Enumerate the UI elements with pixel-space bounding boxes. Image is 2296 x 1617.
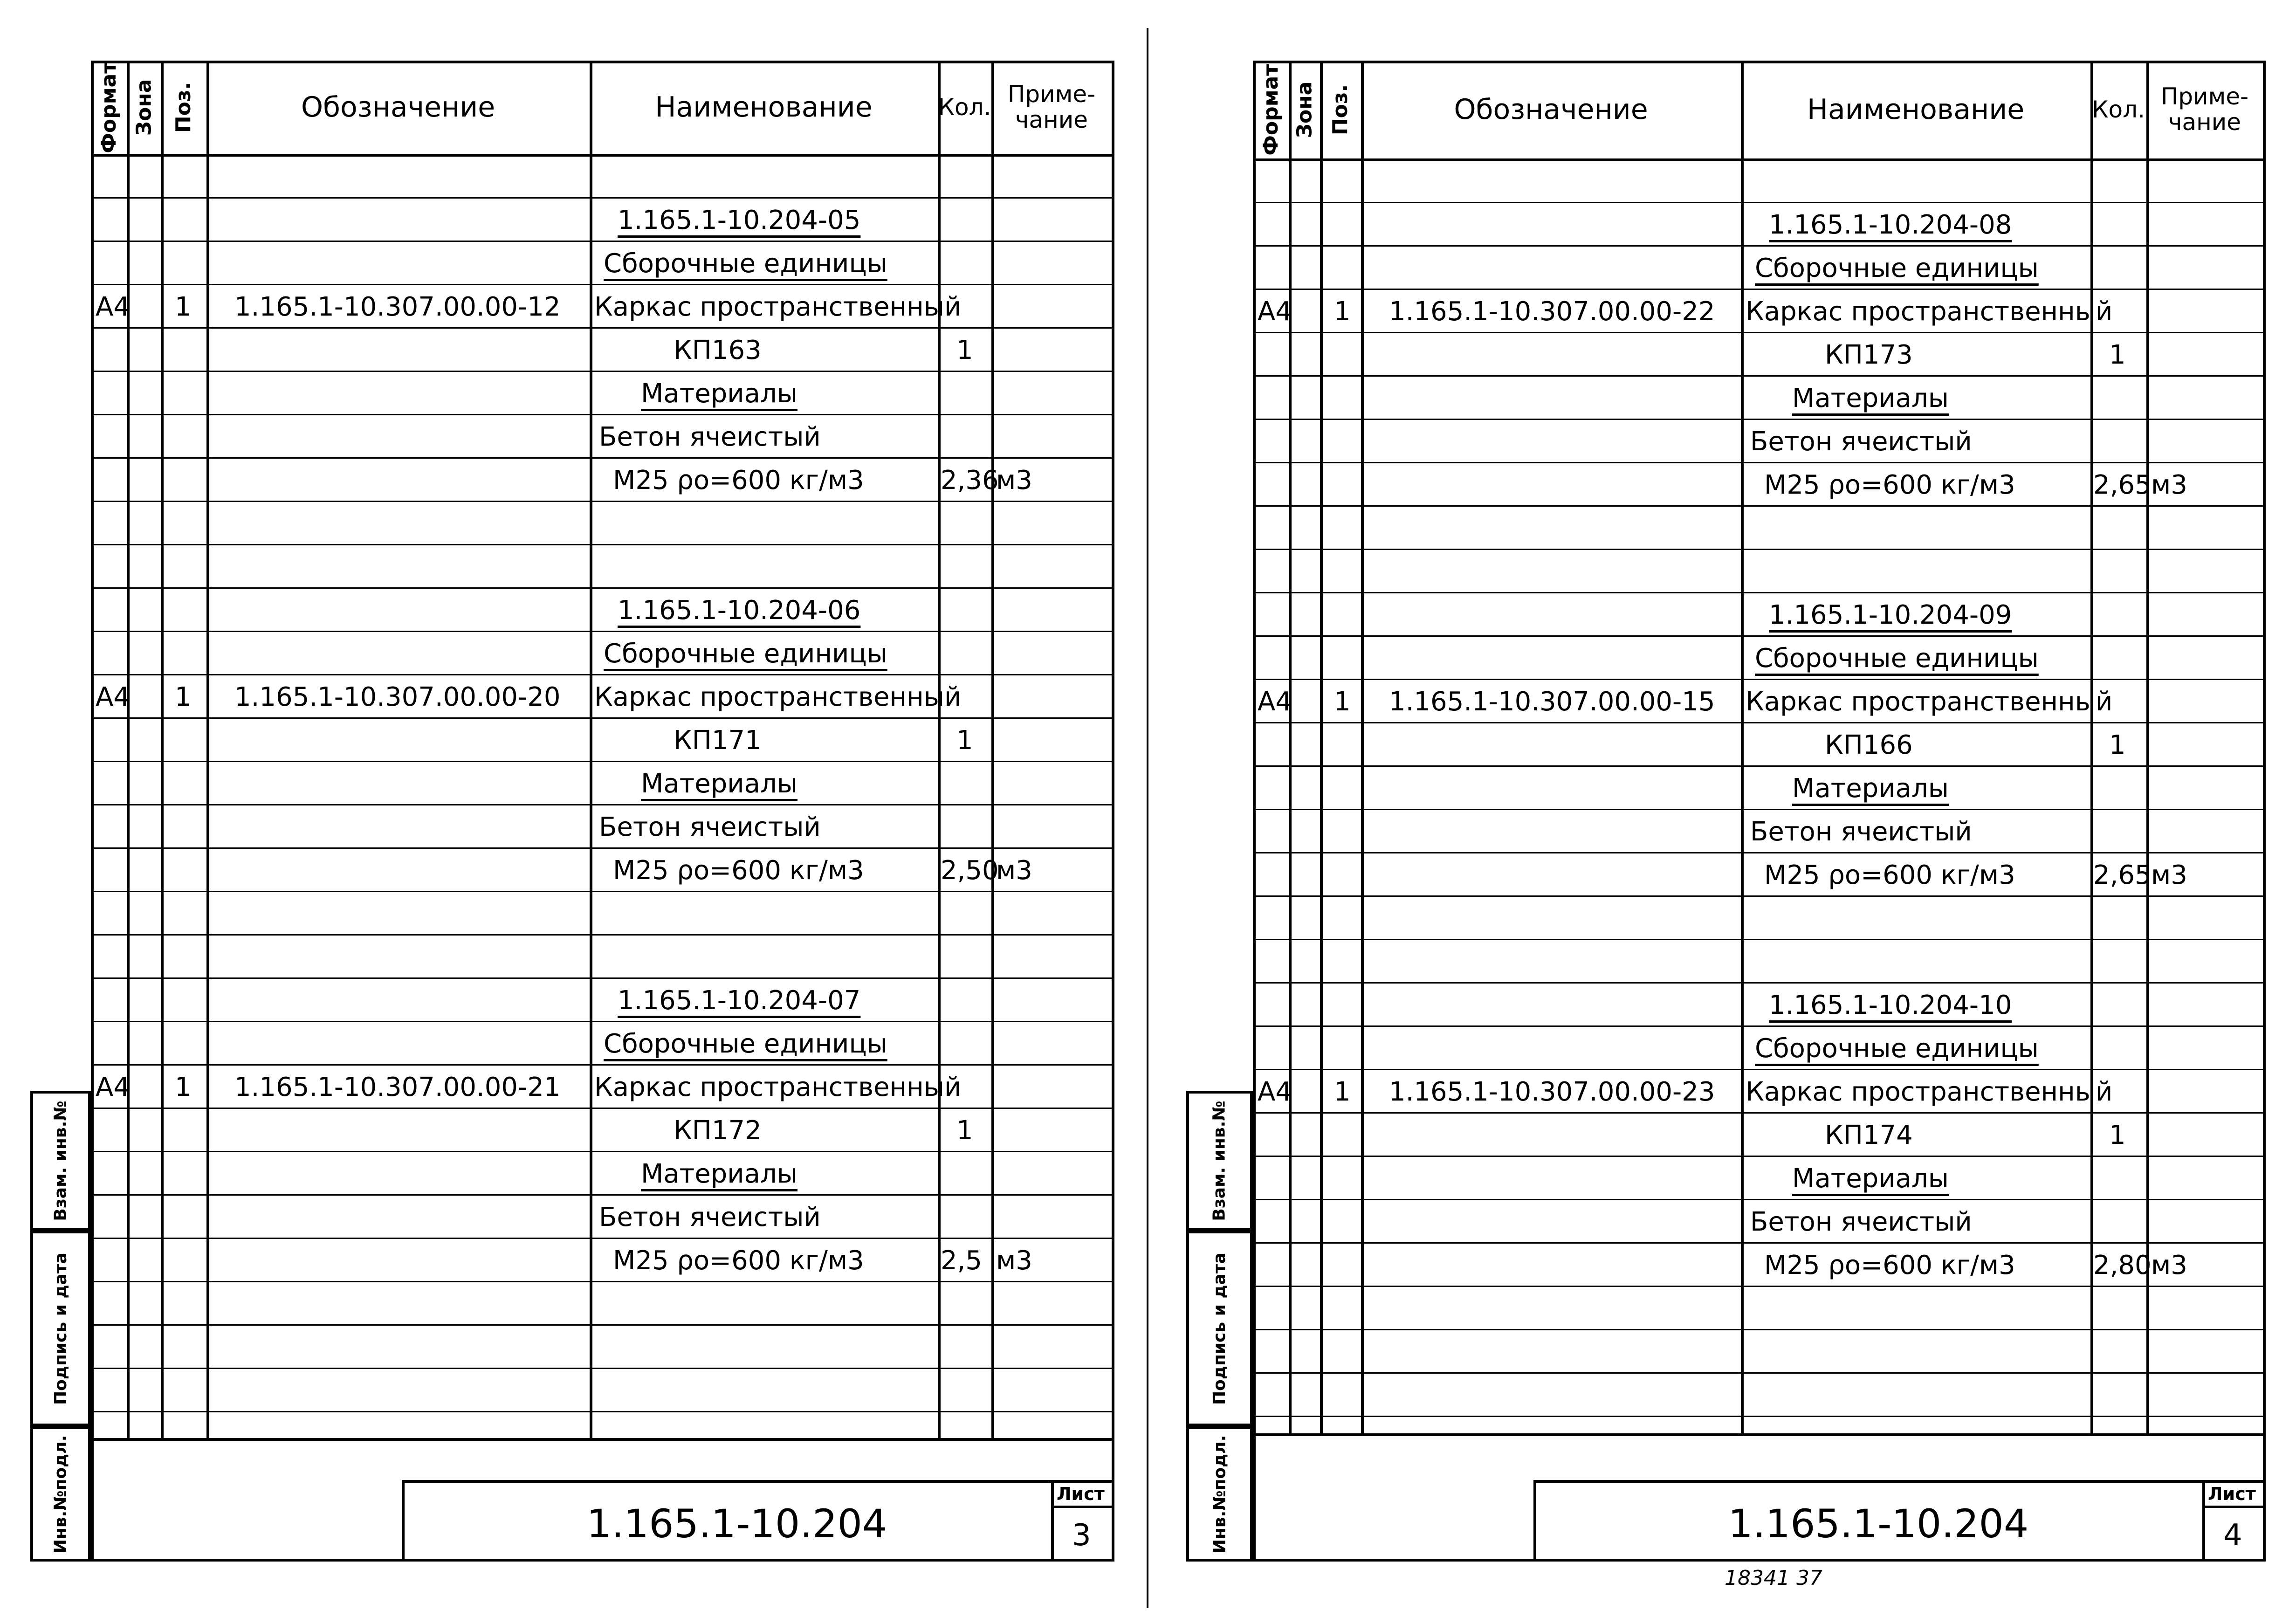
column-divider — [206, 61, 209, 1438]
column-divider — [1741, 61, 1744, 1433]
material-grade: М25 ρо=600 кг/м3 — [1764, 1250, 2015, 1280]
material-volume: 2,80 — [2093, 1250, 2152, 1280]
item-quantity: 1 — [2109, 1120, 2126, 1150]
row-line — [1253, 722, 2266, 723]
format-value: А4 — [1258, 1077, 1292, 1107]
header-pos-label: Поз. — [1328, 84, 1353, 135]
document-code: 1.165.1-10.204 — [586, 1501, 887, 1547]
title-block-divider — [2202, 1480, 2205, 1562]
row-line — [91, 934, 1114, 936]
column-divider — [938, 61, 941, 1438]
position-value: 1 — [1334, 296, 1351, 327]
row-line — [1253, 1242, 2266, 1244]
sheet-number: 4 — [2223, 1518, 2242, 1553]
row-line — [1253, 1025, 2266, 1027]
column-divider — [1361, 61, 1364, 1433]
section-heading: Сборочные единицы — [604, 1029, 887, 1059]
designation-value: 1.165.1-10.307.00.00-20 — [234, 682, 561, 712]
materials-heading: Материалы — [1792, 1163, 1949, 1194]
row-line — [91, 544, 1114, 545]
row-line — [91, 457, 1114, 459]
row-line — [1253, 982, 2266, 984]
format-value: А4 — [1258, 296, 1292, 327]
item-name: Каркас пространственный — [1746, 1077, 2113, 1107]
designation-value: 1.165.1-10.307.00.00-12 — [234, 292, 561, 322]
row-line — [1253, 1069, 2266, 1070]
header-name: Наименование — [1807, 93, 2025, 126]
sheet-number: 3 — [1072, 1518, 1091, 1553]
section-heading: Сборочные единицы — [1755, 253, 2039, 283]
column-divider — [590, 61, 592, 1438]
row-line — [91, 414, 1114, 415]
row-line — [91, 674, 1114, 675]
material-volume: 2,5 — [941, 1245, 983, 1276]
sheet-label-line — [1051, 1506, 1114, 1508]
material-unit: м3 — [2151, 470, 2187, 500]
position-value: 1 — [1334, 1077, 1351, 1107]
row-line — [91, 1064, 1114, 1066]
header-zone — [127, 61, 161, 154]
row-line — [1253, 592, 2266, 593]
column-divider — [2146, 61, 2149, 1433]
material-volume: 2,65 — [2093, 860, 2152, 890]
row-line — [91, 761, 1114, 762]
section-heading: Сборочные единицы — [604, 639, 887, 669]
stamp-inventory-label: Инв.№подл. — [1210, 1435, 1229, 1553]
row-line — [1253, 1286, 2266, 1287]
format-value: А4 — [96, 682, 130, 712]
column-divider — [991, 61, 994, 1438]
header-format-label: Формат — [97, 61, 121, 153]
item-quantity: 1 — [956, 725, 973, 756]
material-unit: м3 — [2151, 1250, 2187, 1280]
row-line — [91, 1238, 1114, 1239]
item-mark: КП163 — [674, 335, 762, 365]
header-pos-label: Поз. — [172, 82, 196, 133]
designation-value: 1.165.1-10.307.00.00-21 — [234, 1072, 561, 1102]
row-line — [91, 501, 1114, 502]
material-name: Бетон ячеистый — [599, 812, 821, 842]
header-name: Наименование — [655, 91, 873, 124]
material-unit: м3 — [996, 465, 1032, 495]
header-divider — [1253, 158, 2266, 161]
section-heading: Сборочные единицы — [1755, 1033, 2039, 1064]
row-line — [1253, 895, 2266, 897]
row-line — [1253, 679, 2266, 680]
stamp-inventory-label: Инв.№подл. — [51, 1435, 70, 1553]
row-line — [91, 197, 1114, 199]
sheet-label: Лист — [1057, 1484, 1105, 1504]
item-mark: КП172 — [674, 1115, 762, 1146]
item-name: Каркас пространственный — [594, 292, 962, 322]
row-line — [91, 284, 1114, 285]
material-name: Бетон ячеистый — [599, 1202, 821, 1232]
row-line — [1253, 1416, 2266, 1417]
row-line — [1253, 419, 2266, 420]
center-fold-line — [1147, 28, 1148, 1608]
stamp-inventory — [1186, 1426, 1253, 1562]
column-divider — [2090, 61, 2093, 1433]
material-grade: М25 ρо=600 кг/м3 — [613, 855, 864, 886]
material-volume: 2,36 — [941, 465, 999, 495]
row-line — [1253, 1156, 2266, 1157]
material-volume: 2,50 — [941, 855, 999, 886]
stamp-replacement-label: Взам. инв.№ — [1210, 1100, 1229, 1221]
header-pos — [161, 61, 206, 154]
row-line — [91, 1411, 1114, 1412]
row-line — [1253, 852, 2266, 853]
stamp-signature-date-label: Подпись и дата — [1210, 1252, 1230, 1405]
assembly-title: 1.165.1-10.204-10 — [1769, 990, 2012, 1020]
material-grade: М25 ρо=600 кг/м3 — [613, 465, 864, 495]
table-bottom-line — [91, 1438, 1114, 1441]
section-heading: Сборочные единицы — [1755, 643, 2039, 674]
stamp-replacement-label: Взам. инв.№ — [51, 1100, 70, 1221]
assembly-title: 1.165.1-10.204-05 — [618, 205, 861, 235]
row-line — [91, 587, 1114, 589]
row-line — [91, 717, 1114, 719]
header-zone-label: Зона — [1292, 81, 1316, 138]
row-line — [1253, 505, 2266, 507]
materials-heading: Материалы — [1792, 773, 1949, 804]
position-value: 1 — [175, 1072, 192, 1102]
assembly-title: 1.165.1-10.204-08 — [1769, 210, 2012, 240]
item-quantity: 1 — [956, 1115, 973, 1146]
position-value: 1 — [175, 682, 192, 712]
row-line — [1253, 245, 2266, 247]
row-line — [1253, 549, 2266, 550]
row-line — [91, 1324, 1114, 1326]
row-line — [91, 1021, 1114, 1022]
designation-value: 1.165.1-10.307.00.00-22 — [1389, 296, 1715, 327]
row-line — [1253, 809, 2266, 810]
item-mark: КП171 — [674, 725, 762, 756]
assembly-title: 1.165.1-10.204-09 — [1769, 600, 2012, 630]
item-name: Каркас пространственный — [594, 682, 962, 712]
row-line — [91, 241, 1114, 242]
stamp-inventory — [30, 1426, 91, 1562]
materials-heading: Материалы — [1792, 383, 1949, 413]
material-unit: м3 — [996, 1245, 1032, 1276]
row-line — [1253, 289, 2266, 290]
assembly-title: 1.165.1-10.204-07 — [618, 985, 861, 1016]
item-mark: КП166 — [1825, 730, 1913, 760]
column-divider — [1289, 61, 1292, 1433]
material-name: Бетон ячеистый — [1750, 1207, 1972, 1237]
item-mark: КП173 — [1825, 340, 1913, 370]
sheet-label-line — [2202, 1506, 2266, 1508]
row-line — [91, 1368, 1114, 1369]
row-line — [91, 1151, 1114, 1152]
row-line — [91, 891, 1114, 892]
row-line — [91, 631, 1114, 632]
header-designation: Обозначение — [1454, 93, 1648, 126]
materials-heading: Материалы — [641, 378, 797, 409]
title-block-divider — [1051, 1480, 1054, 1562]
header-format — [1253, 61, 1289, 158]
stamp-signature-date-label: Подпись и дата — [51, 1252, 70, 1405]
material-grade: М25 ρо=600 кг/м3 — [1764, 470, 2015, 500]
column-divider — [127, 61, 130, 1438]
stamp-replacement — [1186, 1091, 1253, 1231]
format-value: А4 — [1258, 687, 1292, 717]
designation-value: 1.165.1-10.307.00.00-23 — [1389, 1077, 1715, 1107]
row-line — [1253, 202, 2266, 203]
position-value: 1 — [175, 292, 192, 322]
header-qty: Кол. — [938, 93, 991, 121]
row-line — [1253, 1112, 2266, 1114]
header-note: Приме- чание — [2160, 83, 2249, 136]
row-line — [1253, 375, 2266, 377]
row-line — [1253, 462, 2266, 463]
format-value: А4 — [96, 1072, 130, 1102]
format-value: А4 — [96, 292, 130, 322]
materials-heading: Материалы — [641, 769, 797, 799]
header-zone — [1289, 61, 1320, 158]
material-unit: м3 — [996, 855, 1032, 886]
material-grade: М25 ρо=600 кг/м3 — [1764, 860, 2015, 890]
header-format — [91, 61, 127, 154]
row-line — [91, 371, 1114, 372]
document-code: 1.165.1-10.204 — [1728, 1501, 2029, 1547]
materials-heading: Материалы — [641, 1159, 797, 1189]
outer-frame — [1253, 61, 2266, 1562]
column-divider — [1320, 61, 1323, 1433]
row-line — [1253, 332, 2266, 333]
item-quantity: 1 — [956, 335, 973, 365]
item-name: Каркас пространственный — [594, 1072, 962, 1102]
section-heading: Сборочные единицы — [604, 248, 887, 279]
item-name: Каркас пространственный — [1746, 687, 2113, 717]
header-pos — [1320, 61, 1361, 158]
material-unit: м3 — [2151, 860, 2187, 890]
row-line — [91, 1194, 1114, 1196]
row-line — [91, 977, 1114, 979]
assembly-title: 1.165.1-10.204-06 — [618, 595, 861, 626]
stamp-signature-date — [30, 1231, 91, 1426]
sheet-label: Лист — [2208, 1484, 2256, 1504]
row-line — [91, 847, 1114, 849]
row-line — [1253, 765, 2266, 767]
header-designation: Обозначение — [301, 91, 495, 124]
row-line — [1253, 635, 2266, 637]
material-name: Бетон ячеистый — [1750, 427, 1972, 457]
row-line — [1253, 1372, 2266, 1374]
row-line — [91, 1281, 1114, 1282]
item-name: Каркас пространственный — [1746, 296, 2113, 327]
stamp-signature-date — [1186, 1231, 1253, 1426]
header-format-label: Формат — [1259, 63, 1283, 156]
row-line — [91, 1108, 1114, 1109]
column-divider — [161, 61, 164, 1438]
row-line — [1253, 1329, 2266, 1330]
position-value: 1 — [1334, 687, 1351, 717]
outer-frame — [91, 61, 1114, 1562]
designation-value: 1.165.1-10.307.00.00-15 — [1389, 687, 1715, 717]
row-line — [91, 327, 1114, 329]
header-qty: Кол. — [2092, 96, 2145, 123]
row-line — [1253, 1199, 2266, 1200]
header-divider — [91, 154, 1114, 157]
material-name: Бетон ячеистый — [599, 422, 821, 452]
header-zone-label: Зона — [132, 79, 156, 136]
stamp-replacement — [30, 1091, 91, 1231]
row-line — [1253, 939, 2266, 940]
table-bottom-line — [1253, 1433, 2266, 1436]
item-quantity: 1 — [2109, 730, 2126, 760]
material-name: Бетон ячеистый — [1750, 817, 1972, 847]
item-mark: КП174 — [1825, 1120, 1913, 1150]
row-line — [91, 804, 1114, 805]
material-volume: 2,65 — [2093, 470, 2152, 500]
item-quantity: 1 — [2109, 340, 2126, 370]
material-grade: М25 ρо=600 кг/м3 — [613, 1245, 864, 1276]
archive-number: 18341 37 — [1725, 1566, 1822, 1590]
header-note: Приме- чание — [1007, 81, 1096, 133]
